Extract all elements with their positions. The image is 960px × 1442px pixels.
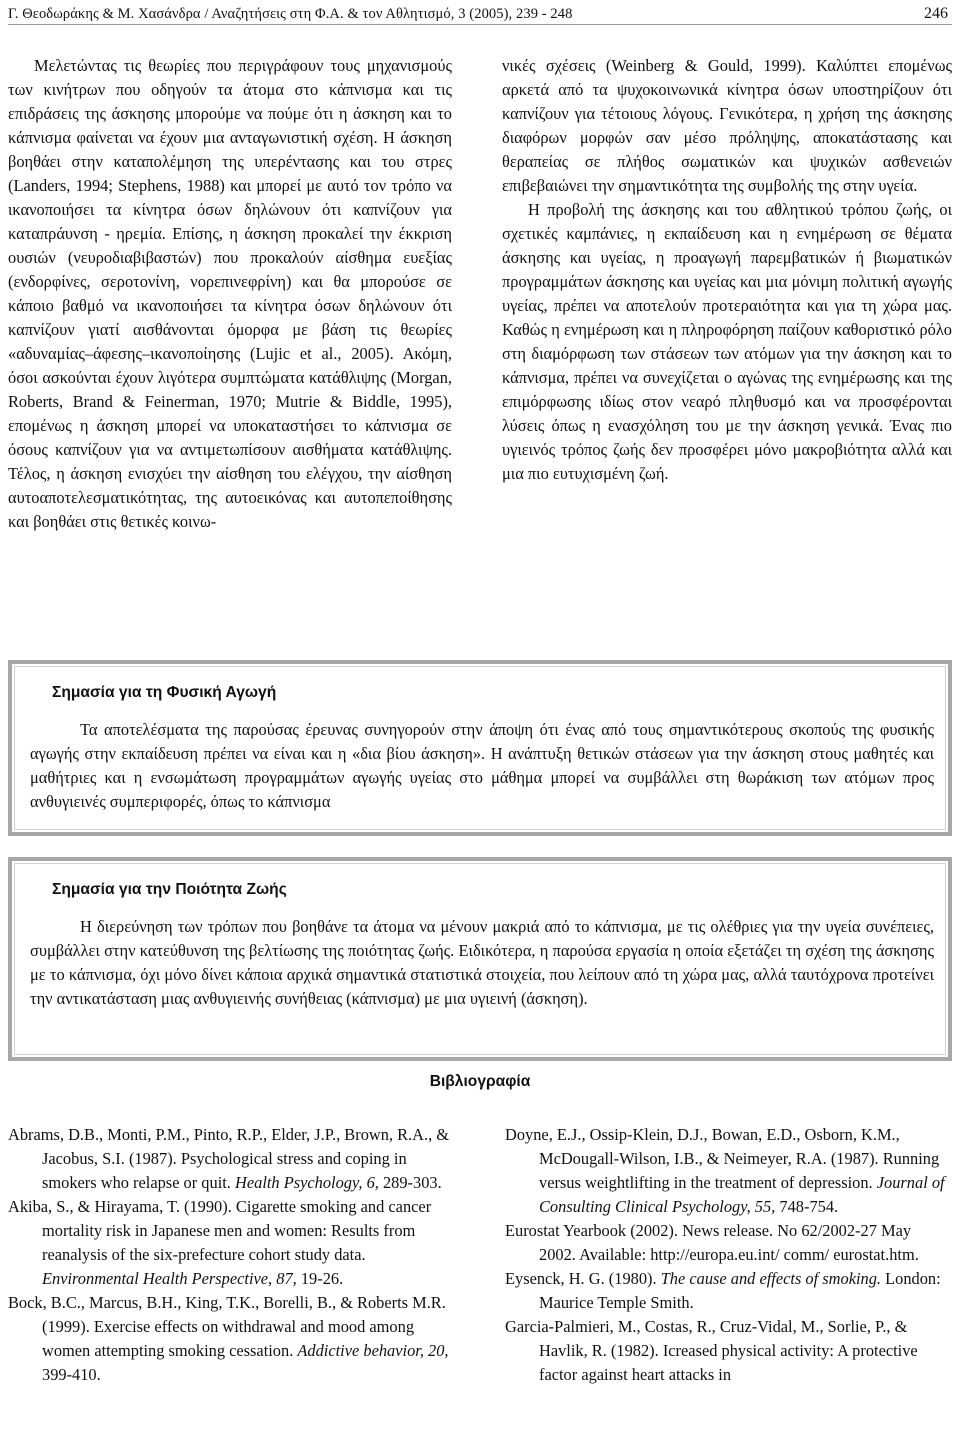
physical-education-box bbox=[8, 660, 952, 836]
reference-entry: Akiba, S., & Hirayama, T. (1990). Cigarette smoking and cancer mortality risk in Japanese men and women: Results from reanalysis of the six-prefecture cohort study data. Environmental Health Perspective, 87, 19-26. bbox=[8, 1197, 432, 1288]
body-left-column bbox=[8, 54, 452, 534]
references-left-column bbox=[8, 1123, 452, 1387]
paragraph: Η προβολή της άσκησης και του αθλητικού τρόπου ζωής, οι σχετικές καμπάνιες, η εκπαίδευση και η ενημέρωση σε θέματα άσκησης και υγείας, η προαγωγή παρεμβατικών ή βιωματικών προγραμμάτων άσκησης και υγείας και μια μόνιμη πολιτική αγωγής υγείας, πρέπει να αποτελούν προτεραιότητα και για τη χώρα μας. Καθώς η ενημέρωση και η πληροφόρηση παίζουν καθοριστικό ρόλο στη διαμόρφωση των στάσεων των ατόμων για την άσκηση και το κάπνισμα, πρέπει να συνεχίζεται ο αγώνας της ενημέρωσης και της επιμόρφωσης ιδίως στον νεαρό πληθυσμό και να προσφέρονται λύσεις όπως η ενασχόληση του με την άσκηση γενικά. Ένας πιο υγιεινός τρόπος ζωής δεν προσφέρει μόνο μακροβιότητα αλλά και μια πιο ευτυχισμένη ζωή. bbox=[502, 200, 952, 483]
box-title: Σημασία για τη Φυσική Αγωγή bbox=[52, 684, 277, 701]
running-header bbox=[8, 0, 952, 24]
paragraph: Μελετώντας τις θεωρίες που περιγράφουν τους μηχανισμούς των κινήτρων που οδηγούν τα άτομα στο κάπνισμα και τις επιδράσεις της άσκησης μπορούμε να πούμε ότι η άσκηση και το κάπνισμα φαίνεται να έχουν μια ανταγωνιστική σχέση. Η άσκηση βοηθάει στην καταπολέμηση της υπερέντασης και του στρες (Landers, 1994; Stephens, 1988) και μπορεί με αυτό τον τρόπο να ικανοποιήσει τα κίνητρα όσων δηλώνουν ότι καπνίζουν για καταπράυνση - ηρεμία. Επίσης, η άσκηση προκαλεί την έκκριση ουσιών (νευροδιαβιβαστών) που προκαλούν αίσθημα ευεξίας (ενδορφίνες, σεροτονίνη, νορεπινεφρίνη) και θα μπορούσε σε κάποιο βαθμό να ικανοποιήσει τα κίνητρα όσων δηλώνουν ότι καπνίζουν γιατί αισθάνονται όμορφα με βάση τις θεωρίες «αδυναμίας–άφεσης–ικανοποίησης (Lujic et al., 2005). Ακόμη, όσοι ασκούνται έχουν λιγότερα συμπτώματα κατάθλιψης (Morgan, Roberts, Brand & Feinerman, 1970; Mutrie & Biddle, 1995), επομένως η άσκηση μπορεί να υποκαταστήσει το κάπνισμα σε όσους καπνίζουν για να αντιμετωπίσουν αισθήματα κατάθλιψης. Τέλος, η άσκηση ενισχύει την αίσθηση του ελέγχου, την αίσθηση αυτοαποτελεσματικότητας, της αυτοεικόνας και αυτοπεποίθησης και βοηθάει στις θετικές κοινω- bbox=[8, 56, 452, 531]
quality-of-life-box bbox=[8, 857, 952, 1061]
reference-entry: Eysenck, H. G. (1980). The cause and effects of smoking. London: Maurice Temple Smith. bbox=[505, 1269, 941, 1312]
paragraph: νικές σχέσεις (Weinberg & Gould, 1999). Καλύπτει επομένως αρκετά από τα ψυχοκοινωνικά κίνητρα όσων υποστηρίζουν ότι καπνίζουν για τέτοιους λόγους. Γενικότερα, η χρήση της άσκησης διαφόρων μορφών σαν μέσο πρόληψης, αποκατάστασης και θεραπείας σε πλήθος σωματικών και ψυχικών ασθενειών επιβεβαιώνει την σημαντικότητα της συμβολής της στην υγεία. bbox=[502, 56, 952, 195]
reference-entry: Doyne, E.J., Ossip-Klein, D.J., Bowan, E.D., Osborn, K.M., McDougall-Wilson, I.B., & Neimeyer, R.A. (1987). Running versus weightlifting in the treatment of depression. Journal of Consulting Clinical Psychology, 55, 748-754. bbox=[505, 1125, 945, 1216]
body-right-column bbox=[502, 54, 952, 486]
box-text: Η διερεύνηση των τρόπων που βοηθάνε τα άτομα να μένουν μακριά από το κάπνισμα, με τις ολέθριες για την υγεία συνέπειες, συμβάλλει στην κατεύθυνση της βελτίωσης της ποιότητας ζωής. Ειδικότερα, η παρούσα εργασία η οποία εξετάζει τη σχέση της άσκησης με το κάπνισμα, όχι μόνο δίνει κάποια αρχικά σημαντικά στατιστικά στοιχεία, που λείπουν από τη χώρα μας, αλλά ταυτόχρονα προτείνει την αντικατάσταση μιας ανθυγιεινής συνήθειας (κάπνισμα) με μια υγιεινή (άσκηση). bbox=[30, 917, 934, 1008]
reference-entry: Eurostat Yearbook (2002). News release. No 62/2002-27 May 2002. Available: http://europa.eu.int/ comm/ eurostat.htm. bbox=[505, 1221, 919, 1264]
running-title: Γ. Θεοδωράκης & Μ. Χασάνδρα / Αναζητήσεις στη Φ.Α. & τον Αθλητισμό, 3 (2005), 239 - 248 bbox=[8, 6, 573, 22]
bibliography-heading: Βιβλιογραφία bbox=[429, 1073, 531, 1090]
references-right-column bbox=[505, 1123, 952, 1387]
page-number: 246 bbox=[924, 5, 948, 22]
box-title: Σημασία για την Ποιότητα Ζωής bbox=[52, 881, 287, 898]
header-rule bbox=[8, 24, 952, 25]
reference-entry: Abrams, D.B., Monti, P.M., Pinto, R.P., Elder, J.P., Brown, R.A., & Jacobus, S.I. (1987). Psychological stress and coping in smokers who relapse or quit. Health Psychology, 6, 289-303. bbox=[8, 1125, 450, 1192]
box-text: Τα αποτελέσματα της παρούσας έρευνας συνηγορούν στην άποψη ότι ένας από τους σημαντικότερους σκοπούς της φυσικής αγωγής στην εκπαίδευση πρέπει να είναι και η «δια βίου άσκηση». Η ανάπτυξη θετικών στάσεων για την άσκηση στους μαθητές και μαθήτριες και η ενσωμάτωση προγραμμάτων αγωγής υγείας στο μάθημα μπορεί να συμβάλλει στη θωράκιση των ατόμων προς ανθυγιεινές συμπεριφορές, όπως το κάπνισμα bbox=[30, 720, 934, 811]
reference-entry: Bock, B.C., Marcus, B.H., King, T.K., Borelli, B., & Roberts M.R. (1999). Exercise effects on withdrawal and mood among women attempting smoking cessation. Addictive behavior, 20, 399-410. bbox=[8, 1293, 449, 1384]
reference-entry: Garcia-Palmieri, M., Costas, R., Cruz-Vidal, M., Sorlie, P., & Havlik, R. (1982). Icreased physical activity: A protective factor against heart attacks in bbox=[505, 1317, 918, 1384]
